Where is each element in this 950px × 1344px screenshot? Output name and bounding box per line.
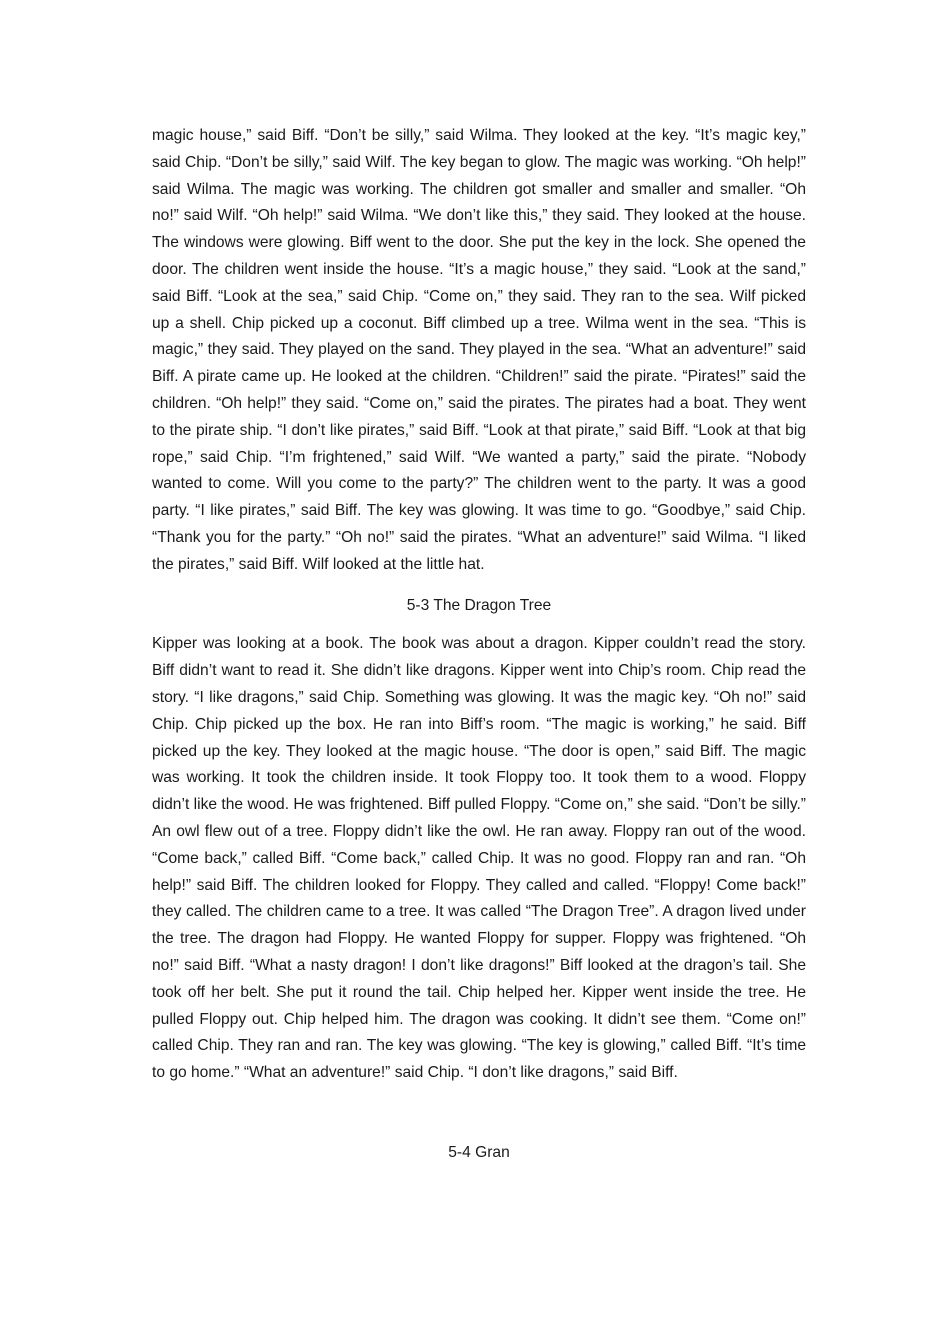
section-heading-dragon-tree: 5-3 The Dragon Tree: [406, 596, 552, 614]
story-paragraph-1: magic house,” said Biff. “Don’t be silly,” said Wilma. They looked at the key. “It’s magic key,” said Chip. “Don’t be silly,” said Wilf. The key began to glow. The magic was working. “Oh help!” said Wilma. The magic was working. The children got smaller and smaller and smaller. “Oh no!” said Wilf. “Oh help!” said Wilma. “We don’t like this,” they said. They looked at the house. The windows were glowing. Biff went to the door. She put the key in the lock. She opened the door. The children went inside the house. “It’s a magic house,” they said. “Look at the sand,” said Biff. “Look at the sea,” said Chip. “Come on,” they said. They ran to the sea. Wilf picked up a shell. Chip picked up a coconut. Biff climbed up a tree. Wilma went in the sea. “This is magic,” they said. They played on the sand. They played in the sea. “What an adventure!” said Biff. A pirate came up. He looked at the children. “Children!” said the pirate. “Pirates!” said the children. “Oh help!” they said. “Come on,” said the pirates. The pirates had a boat. They went to the pirate ship. “I don’t like pirates,” said Biff. “Look at that pirate,” said Biff. “Look at that big rope,” said Chip. “I’m frightened,” said Wilf. “We wanted a party,” said the pirate. “Nobody wanted to come. Will you come to the party?” The children went to the party. It was a good party. “I like pirates,” said Biff. The key was glowing. It was time to go. “Goodbye,” said Chip. “Thank you for the party.” “Oh no!” said the pirates. “What an adventure!” said Wilma. “I liked the pirates,” said Biff. Wilf looked at the little hat.: [152, 127, 806, 573]
document-page: [152, 123, 806, 1167]
section-heading-gran: 5-4 Gran: [448, 1143, 510, 1161]
story-paragraph-2: Kipper was looking at a book. The book was about a dragon. Kipper couldn’t read the story. Biff didn’t want to read it. She didn’t like dragons. Kipper went into Chip’s room. Chip read the story. “I like dragons,” said Chip. Something was glowing. It was the magic key. “Oh no!” said Chip. Chip picked up the box. He ran into Biff’s room. “The magic is working,” he said. Biff picked up the key. They looked at the magic house. “The door is open,” said Biff. The magic was working. It took the children inside. It took Floppy too. It took them to a wood. Floppy didn’t like the wood. He was frightened. Biff pulled Floppy. “Come on,” she said. “Don’t be silly.” An owl flew out of a tree. Floppy didn’t like the owl. He ran away. Floppy ran out of the wood. “Come back,” called Biff. “Come back,” called Chip. It was no good. Floppy ran and ran. “Oh help!” said Biff. The children looked for Floppy. They called and called. “Floppy! Come back!” they called. The children came to a tree. It was called “The Dragon Tree”. A dragon lived under the tree. The dragon had Floppy. He wanted Floppy for supper. Floppy was frightened. “Oh no!” said Biff. “What a nasty dragon! I don’t like dragons!” Biff looked at the dragon’s tail. She took off her belt. She put it round the tail. Chip helped her. Kipper went inside the tree. He pulled Floppy out. Chip helped him. The dragon was cooking. It didn’t see them. “Come on!” called Chip. They ran and ran. The key was glowing. “The key is glowing,” called Biff. “It’s time to go home.” “What an adventure!” said Chip. “I don’t like dragons,” said Biff.: [152, 635, 806, 1082]
